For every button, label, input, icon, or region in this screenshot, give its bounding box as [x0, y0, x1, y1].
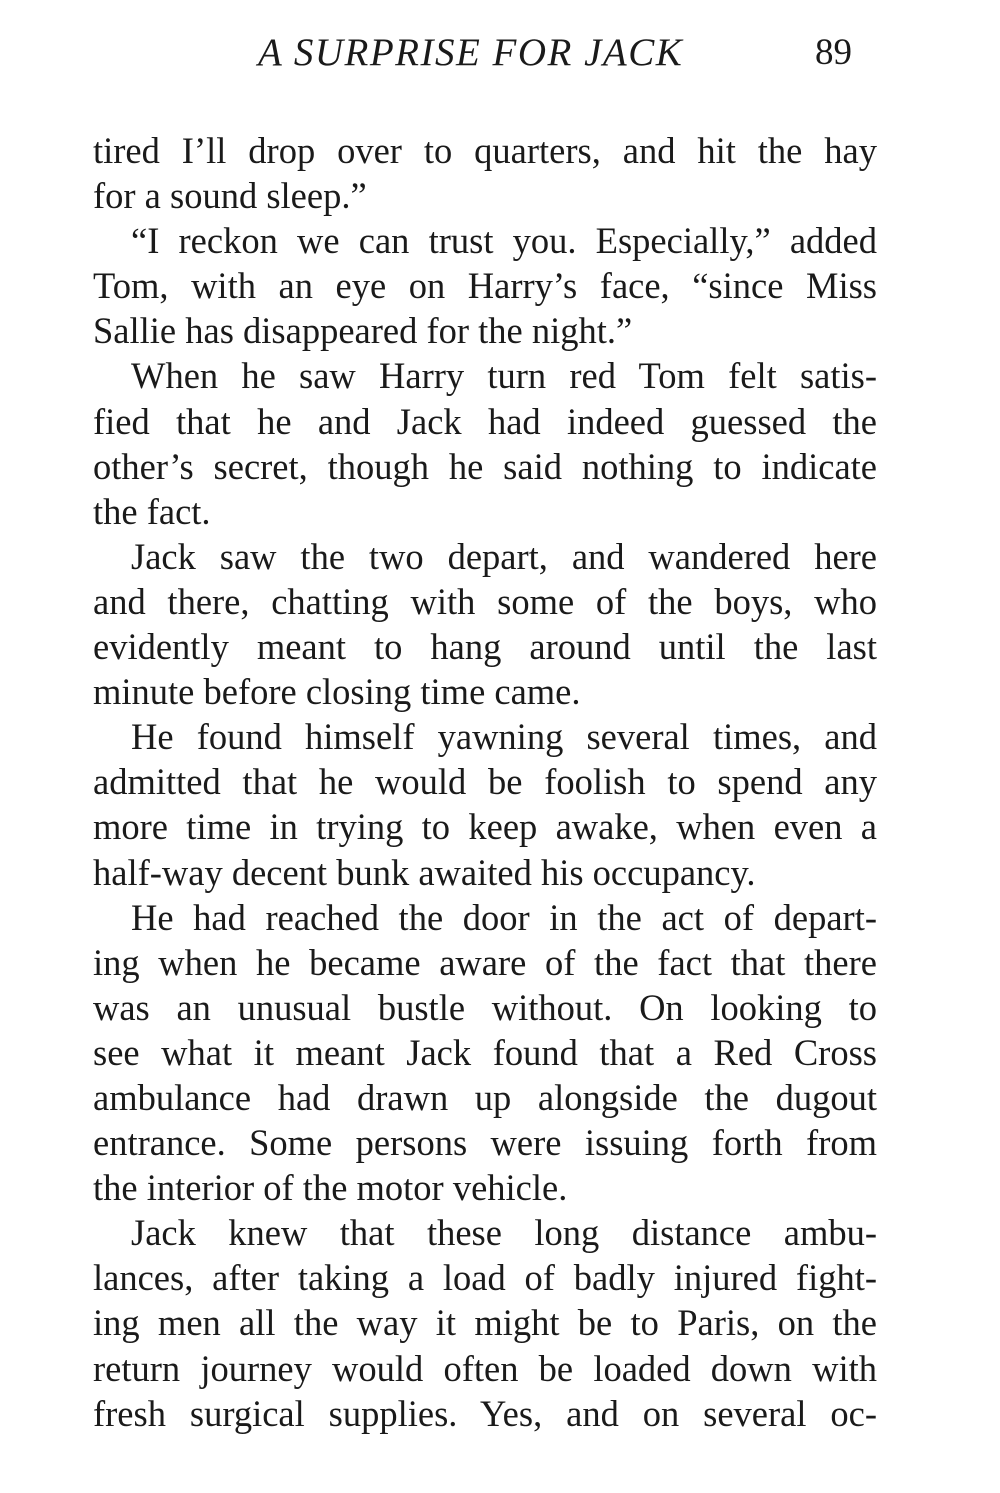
text-line: evidently meant to hang around until the last: [93, 626, 877, 668]
body-text: [93, 128, 877, 1436]
text-line: for a sound sleep.”: [93, 175, 367, 217]
text-line: Jack knew that these long distance ambu-: [131, 1212, 877, 1254]
text-line: more time in trying to keep awake, when even a: [93, 806, 877, 848]
text-line: minute before closing time came.: [93, 671, 581, 713]
text-line: tired I’ll drop over to quarters, and hit the hay: [93, 130, 877, 171]
text-line: entrance. Some persons were issuing forth from: [93, 1122, 877, 1164]
text-line: fresh surgical supplies. Yes, and on several oc-: [93, 1392, 877, 1434]
text-line: ing when he became aware of the fact that there: [93, 941, 877, 983]
text-line: the interior of the motor vehicle.: [93, 1167, 568, 1209]
running-header: [0, 28, 1000, 78]
running-title: A SURPRISE FOR JACK: [258, 31, 684, 74]
text-line: Jack saw the two depart, and wandered here: [131, 535, 877, 577]
text-line: Sallie has disappeared for the night.”: [93, 310, 633, 352]
text-line: He found himself yawning several times, and: [131, 716, 877, 758]
text-line: lances, after taking a load of badly injured fight-: [93, 1257, 877, 1299]
page-number: 89: [815, 32, 852, 73]
text-line: other’s secret, though he said nothing to indicate: [93, 445, 877, 487]
text-line: was an unusual bustle without. On looking to: [93, 986, 877, 1028]
text-line: and there, chatting with some of the boys, who: [93, 580, 877, 622]
text-line: When he saw Harry turn red Tom felt satis-: [131, 355, 877, 397]
text-line: see what it meant Jack found that a Red Cross: [93, 1031, 877, 1073]
text-line: the fact.: [93, 490, 211, 532]
text-line: return journey would often be loaded down with: [93, 1347, 877, 1389]
text-line: He had reached the door in the act of depart-: [131, 896, 877, 938]
text-line: Tom, with an eye on Harry’s face, “since Miss: [93, 265, 877, 307]
text-line: ing men all the way it might be to Paris, on the: [93, 1302, 877, 1344]
text-line: “I reckon we can trust you. Especially,” added: [131, 220, 877, 262]
text-line: ambulance had drawn up alongside the dugout: [93, 1076, 877, 1118]
text-line: fied that he and Jack had indeed guessed the: [93, 400, 877, 442]
text-line: half-way decent bunk awaited his occupancy.: [93, 851, 756, 893]
text-line: admitted that he would be foolish to spend any: [93, 761, 877, 803]
